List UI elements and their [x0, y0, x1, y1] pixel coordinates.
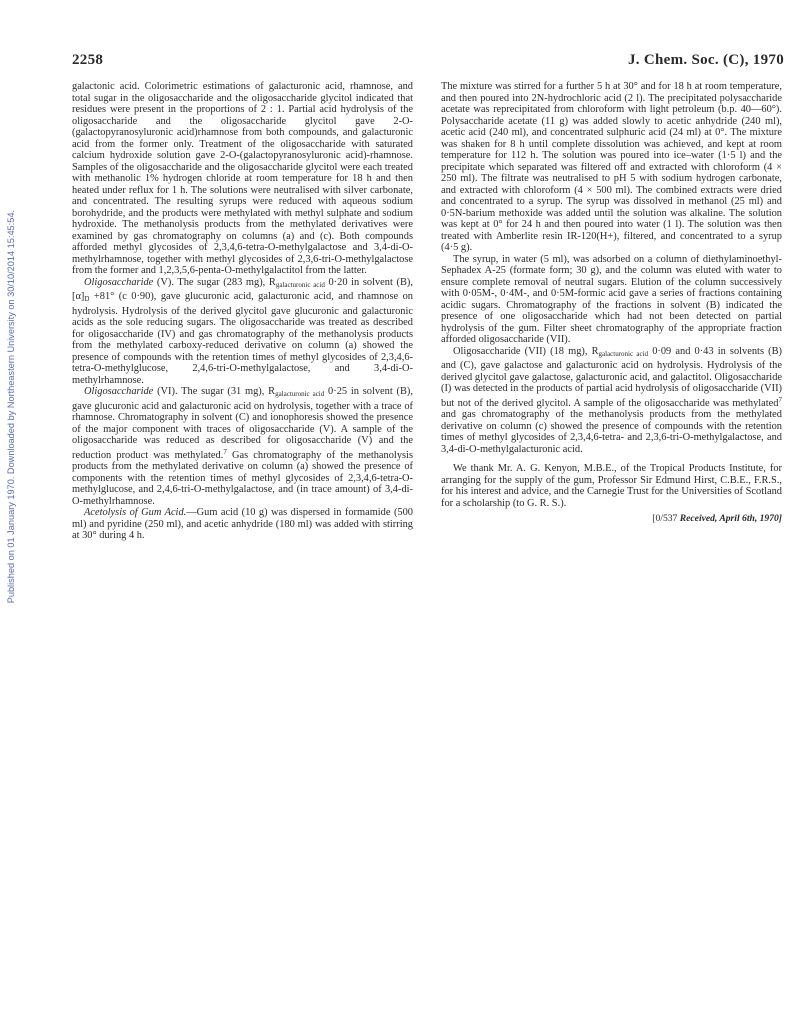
- paragraph-text: The sugar (31 mg), R: [181, 386, 276, 397]
- paragraph-text: The sugar (283 mg), R: [177, 276, 276, 288]
- right-column: [441, 81, 782, 525]
- paragraph-text: 0·20 in solvent (B), [α]: [72, 276, 413, 302]
- page-number: 2258: [72, 52, 104, 68]
- paragraph-text: Gas chromatography of the methanolysis products from the methylated derivative on column (a) showed the presence of components with the retention times of methyl glycosides of 2,3,4,6-tetra-O-methylglucose, and 2,4,6-tri-O-methylgalactose, and (in trace amount) of 3,4-di-O-methylrhamnose.: [72, 449, 413, 507]
- paragraph-oligosaccharide-vi: [72, 386, 413, 507]
- manuscript-code: [0/537: [652, 513, 678, 524]
- paragraph-text: —Gum acid (10 g) was dispersed in formamide (500 ml) and pyridine (250 ml), and acetic anhydride (180 ml) was added with stirring at 30° during 4 h.: [72, 507, 413, 541]
- paragraph-oligosaccharide-v: [72, 277, 413, 387]
- acknowledgements: We thank Mr. A. G. Kenyon, M.B.E., of the Tropical Products Institute, for arranging for the supply of the gum, Professor Sir Edmund Hirst, C.B.E., F.R.S., for his interest and advice, and the Carnegie Trust for the Universities of Scotland for a scholarship (to G. R. S.).: [441, 463, 782, 509]
- subscript: galacturonic acid: [275, 280, 325, 289]
- paragraph: The mixture was stirred for a further 5 h at 30° and for 18 h at room temperature, and then poured into 2N-hydrochloric acid (2 l). The precipitated polysaccharide acetate was reprecipitated from chloroform with light petroleum (b.p. 40—60°). Polysaccharide acetate (11 g) was added slowly to acetic anhydride (240 ml), acetic acid (240 ml), and concentrated sulphuric acid (24 ml) at 0°. The mixture was shaken for 8 h until complete dissolution was achieved, and kept at room temperature for 112 h. The solution was poured into ice–water (1·5 l) and the precipitate which separated was filtered off and extracted with chloroform (4 × 250 ml). The filtrate was neutralised to pH 5 with sodium hydrogen carbonate, and extracted with chloroform (4 × 500 ml). The combined extracts were dried and concentrated to a syrup. The syrup was dissolved in methanol (25 ml) and 0·5N-barium methoxide was added until the solution was alkaline. The solution was kept at 0° for 24 h and then poured into water (1 l). The solution was then treated with Amberlite resin IR-120(H+), filtered, and concentrated to a syrup (4·5 g).: [441, 81, 782, 253]
- reference-superscript: 7: [223, 447, 227, 456]
- paragraph-text: 0·25 in solvent (B), gave glucuronic acid and galacturonic acid on hydrolysis, together with a trace of rhamnose. Chromatography in solvent (C) and ionophoresis showed the presence of the major component with traces of oligosaccharide (V). A sample of the oligosaccharide was reduced as described for oligosaccharide (V) and the reduction product was methylated.: [72, 386, 413, 461]
- paragraph-text: and gas chromatography of the methanolysis products from the methylated derivative on column (c) showed the presence of compounds with the retention times of methyl glycosides of 2,3,4,6-tetra- and 2,3,6-tri-O-methylgalactose, and 3,4-di-O-methylgalacturonic acid.: [441, 409, 782, 455]
- paragraph-text: 0·09 and 0·43 in solvents (B) and (C), gave galactose and galacturonic acid on hydrolysis. Hydrolysis of the derived glycitol gave galactose, galacturonic acid, and galactitol. Oligosaccharide (I) was detected in the products of partial acid hydrolysis of oligosaccharide (VII) but not of the derived glycitol. A sample of the oligosaccharide was methylated: [441, 345, 782, 409]
- left-column: [72, 81, 413, 542]
- section-heading: Acetolysis of Gum Acid.: [84, 507, 187, 518]
- subscript: galacturonic acid: [598, 349, 649, 358]
- received-label: Received, April 6th, 1970]: [679, 513, 782, 524]
- subscript: D: [84, 295, 90, 303]
- compound-label: (VI).: [157, 386, 178, 397]
- paragraph-text: +81° (c 0·90), gave glucuronic acid, galacturonic acid, and rhamnose on hydrolysis. Hydrolysis of the derived glycitol gave glucuronic and galacturonic acids as the sole reducing sugars. The oligosaccharide was treated as described for oligosaccharide (IV) and gas chromatography of the methanolysis products from the methylated carboxy-reduced derivative on column (a) showed the presence of compounds with the retention times of methyl glycosides of 2,3,4,6-tetra-O-methylglucose, 2,4,6-tri-O-methylgalactose, and 3,4-di-O-methylrhamnose.: [72, 291, 413, 386]
- paragraph-text: Oligosaccharide (VII) (18 mg), R: [453, 345, 599, 357]
- section-heading: Oligosaccharide: [84, 276, 154, 288]
- compound-label: (V).: [156, 276, 174, 288]
- page-header: [72, 52, 784, 74]
- section-heading: Oligosaccharide: [84, 386, 154, 397]
- journal-citation: J. Chem. Soc. (C), 1970: [627, 52, 784, 68]
- reference-superscript: 7: [778, 395, 782, 404]
- paragraph-acetolysis: [72, 507, 413, 542]
- download-watermark: [6, 210, 20, 650]
- paragraph: The syrup, in water (5 ml), was adsorbed on a column of diethylaminoethyl-Sephadex A-25 (formate form; 30 g), and the column was eluted with water to ensure complete removal of neutral sugars. Elution of the column successively with 0·05M-, 0·4M-, and 0·5M-formic acid gave a series of fractions containing acidic sugars. Chromatography of the fractions in solvent (B) indicated the presence of one oligosaccharide which had not been detected on partial hydrolysis of the gum. Filter sheet chromatography of the appropriate fraction afforded oligosaccharide (VII).: [441, 253, 782, 345]
- paragraph-oligosaccharide-vii: [441, 346, 782, 456]
- download-watermark-text: Published on 01 January 1970. Downloaded by Northeastern University on 30/10/2014 15:45:54.: [6, 210, 16, 604]
- received-date: [441, 513, 782, 525]
- paragraph: galactonic acid. Colorimetric estimations of galacturonic acid, rhamnose, and total sugar in the oligosaccharide and the oligosaccharide glycitol indicated that residues were present in the proportions of 2 : 1. Partial acid hydrolysis of the oligosaccharide and the oligosaccharide glycitol gave 2-O-(galactopyranosyluronic acid)rhamnose from both compounds, and galacturonic acid from the former only. Treatment of the oligosaccharide with saturated calcium hydroxide solution gave 2-O-(galactopyranosyluronic acid)-rhamnose. Samples of the oligosaccharide and the oligosaccharide glycitol were each treated with methanolic 1% hydrogen chloride at room temperature for 18 h and then heated under reflux for 1 h. The solutions were neutralised with silver carbonate, and concentrated. The resulting syrups were reduced with aqueous sodium borohydride, and the products were methylated with methyl sulphate and sodium hydroxide. The methanolysis products from the methylated derivatives were examined by gas chromatography on columns (a) and (c). Both compounds afforded methyl glycosides of 2,3,4,6-tetra-O-methylgalactose and 3,4-di-O-methylrhamnose, together with methyl glycosides of 2,3,6-tri-O-methylgalactose from the former and 1,2,3,5,6-penta-O-methylgalactitol from the latter.: [72, 81, 413, 276]
- subscript: galacturonic acid: [275, 390, 325, 398]
